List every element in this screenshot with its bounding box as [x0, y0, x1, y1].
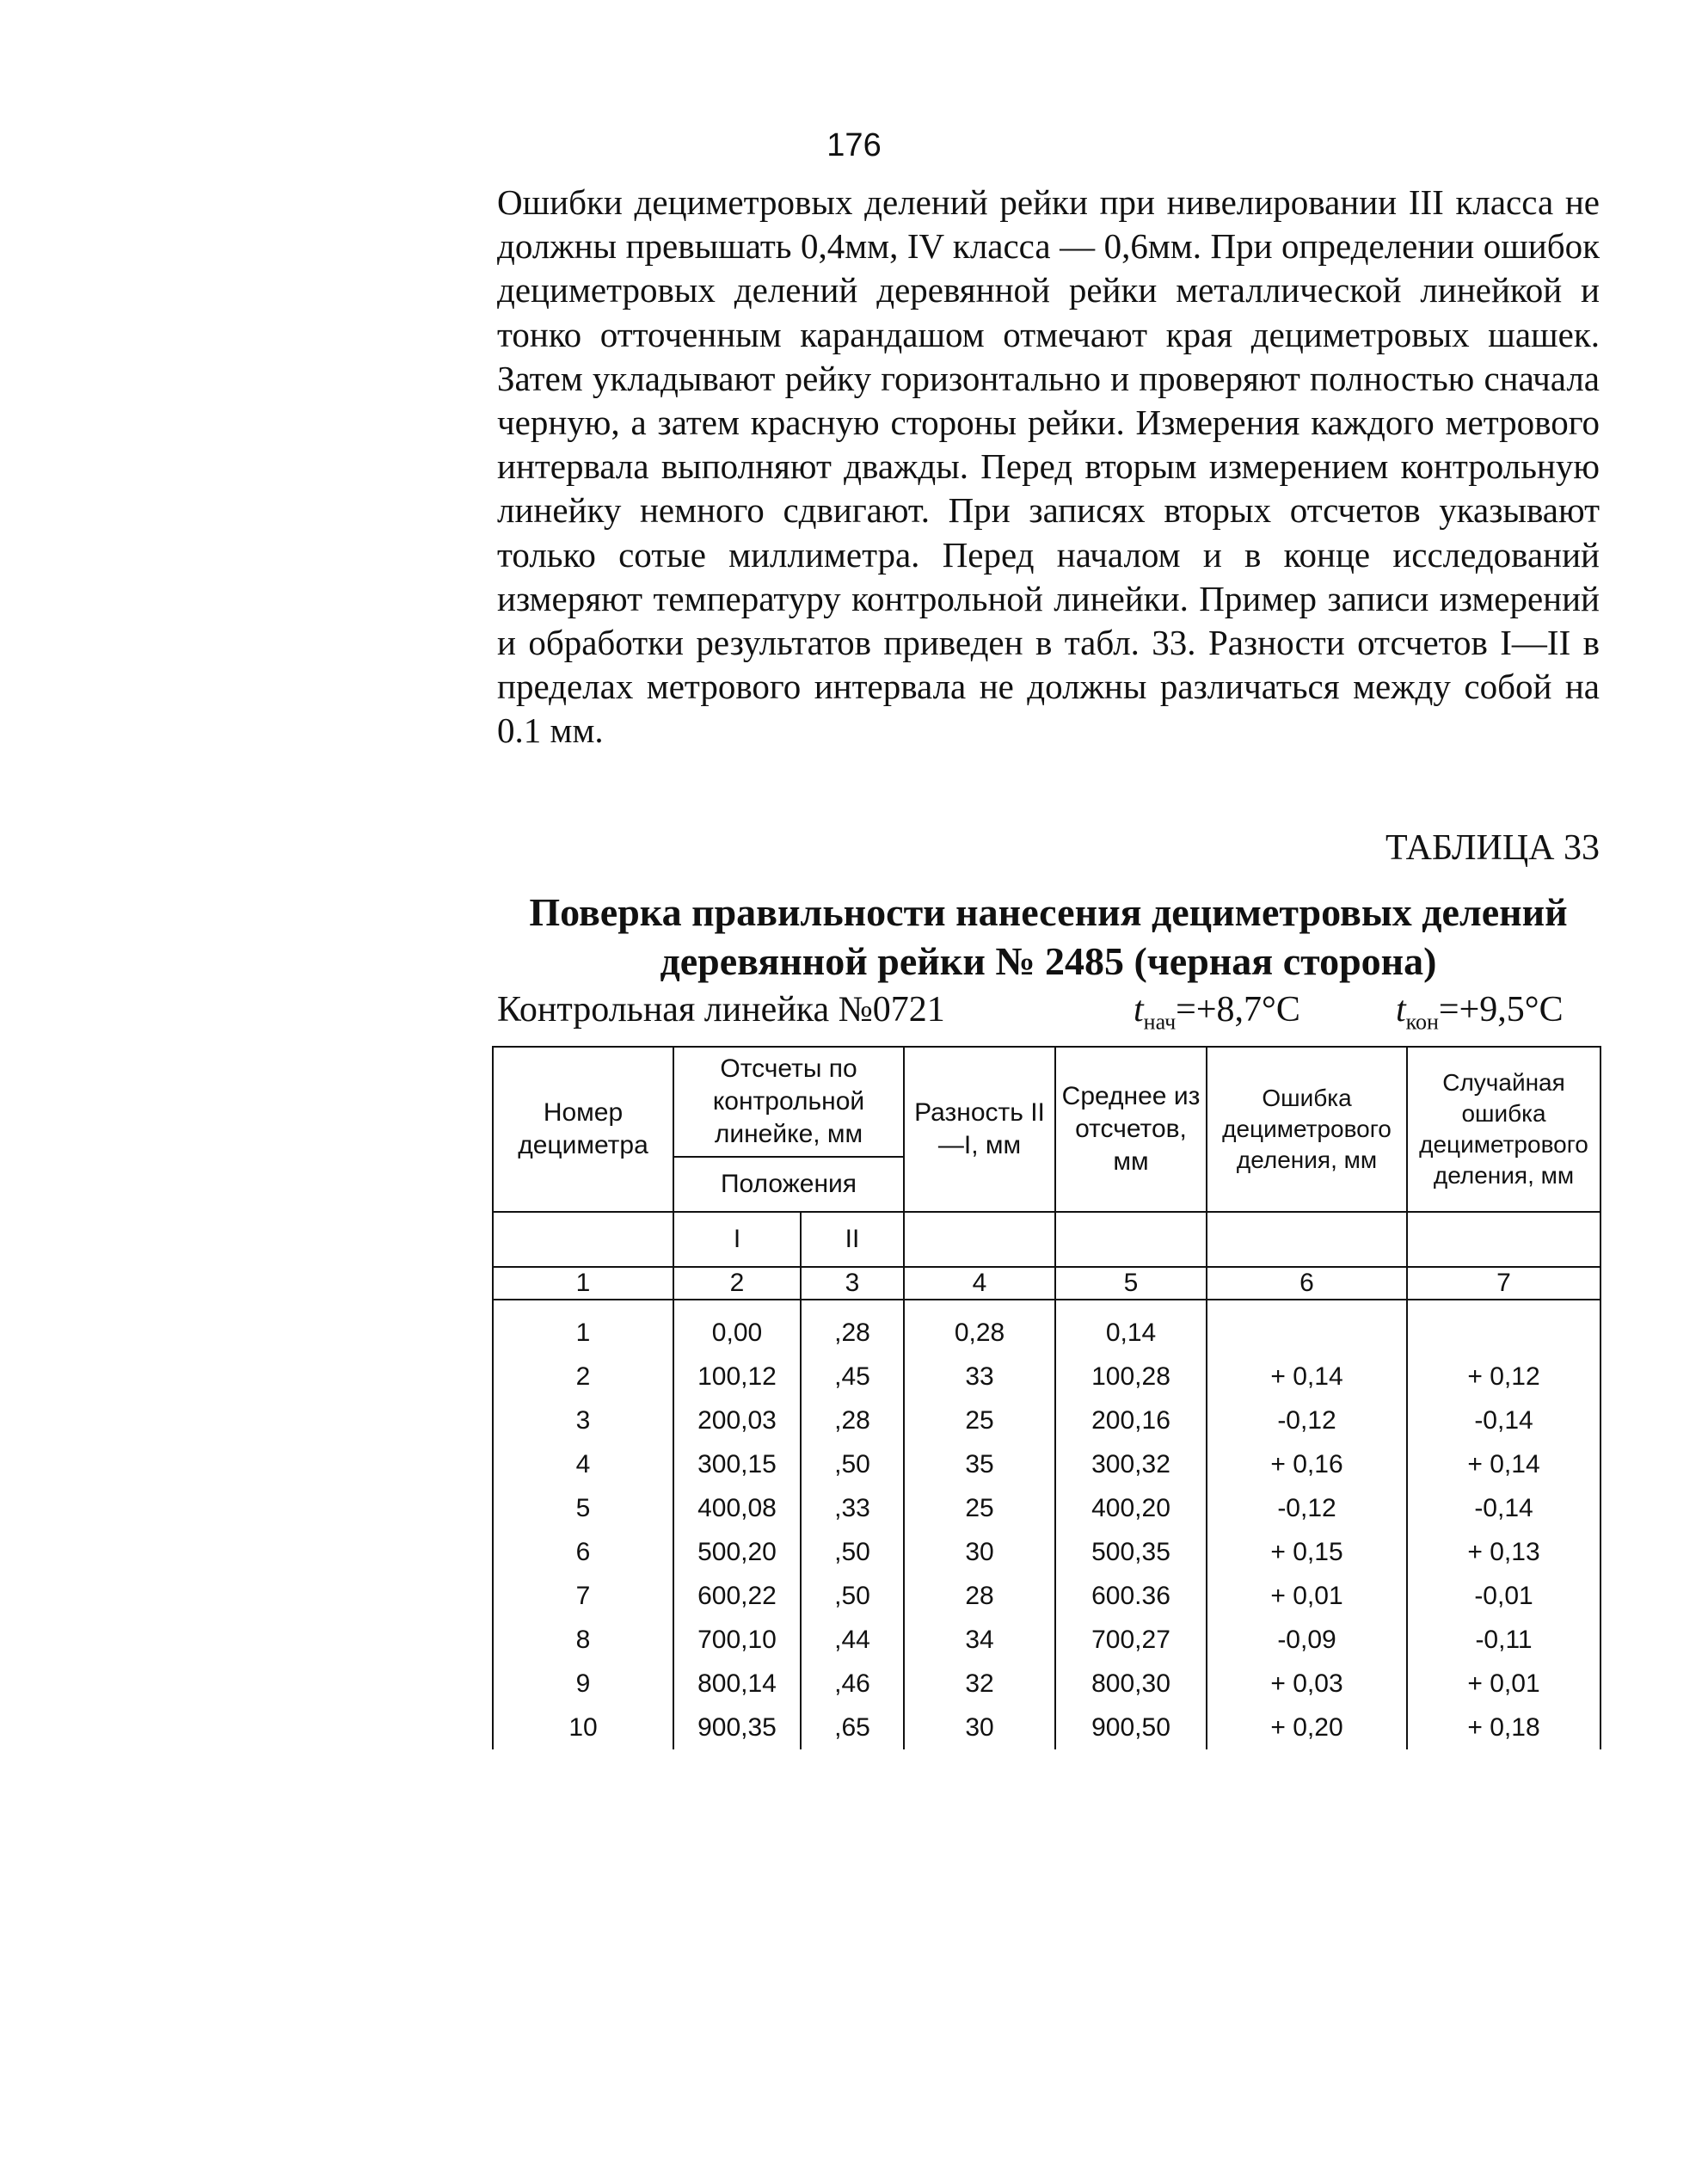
column-number: 2: [673, 1267, 801, 1300]
table-cell: 5: [493, 1486, 673, 1530]
table-cell: -0,12: [1207, 1486, 1407, 1530]
table-row: [493, 1662, 1600, 1706]
calibration-table: [492, 1046, 1601, 1749]
table-cell: 500,20: [673, 1530, 801, 1574]
table-cell: 9: [493, 1662, 673, 1706]
header-blank-4: [904, 1212, 1055, 1267]
table-cell: 0,14: [1055, 1311, 1207, 1355]
column-number: 5: [1055, 1267, 1207, 1300]
page-number: 176: [826, 127, 882, 163]
table-cell: 30: [904, 1706, 1055, 1749]
table-cell: -0,14: [1407, 1486, 1600, 1530]
table-cell: ,45: [801, 1355, 904, 1399]
table-cell: + 0,03: [1207, 1662, 1407, 1706]
table-cell: ,44: [801, 1618, 904, 1662]
column-number: 1: [493, 1267, 673, 1300]
table-cell: 200,03: [673, 1399, 801, 1442]
table-cell: + 0,18: [1407, 1706, 1600, 1749]
control-ruler-info: [497, 989, 1600, 1035]
table-cell: [1407, 1311, 1600, 1355]
table-cell: 33: [904, 1355, 1055, 1399]
header-readings: Отсчеты по контрольной линейке, мм: [673, 1047, 904, 1157]
t-end-subscript: кон: [1405, 1009, 1439, 1035]
table-row: [493, 1574, 1600, 1618]
table-cell: + 0,01: [1207, 1574, 1407, 1618]
table-cell: 600.36: [1055, 1574, 1207, 1618]
end-temperature: [1396, 989, 1564, 1035]
table-cell: 6: [493, 1530, 673, 1574]
header-decimeter-number: Номер дециметра: [493, 1047, 673, 1212]
table-cell: + 0,12: [1407, 1355, 1600, 1399]
header-blank-1: [493, 1212, 673, 1267]
table-cell: ,28: [801, 1311, 904, 1355]
table-cell: 800,14: [673, 1662, 801, 1706]
table-cell: 25: [904, 1399, 1055, 1442]
column-number: 7: [1407, 1267, 1600, 1300]
table-cell: 32: [904, 1662, 1055, 1706]
table-cell: 2: [493, 1355, 673, 1399]
table-cell: 700,27: [1055, 1618, 1207, 1662]
table-cell: 200,16: [1055, 1399, 1207, 1442]
header-mean: Среднее из отсчетов, мм: [1055, 1047, 1207, 1212]
table-title: [497, 888, 1600, 986]
table-row: [493, 1706, 1600, 1749]
header-random-error: Случайная ошибка дециметрового деления, мм: [1407, 1047, 1600, 1212]
table-row: [493, 1618, 1600, 1662]
table-cell: 0,00: [673, 1311, 801, 1355]
table-title-line-2: деревянной рейки № 2485 (черная сторона): [660, 939, 1437, 983]
table-data-rows: [493, 1311, 1600, 1749]
table-cell: -0,14: [1407, 1399, 1600, 1442]
header-position-ii: II: [801, 1212, 904, 1267]
table-row: [493, 1355, 1600, 1399]
table-cell: 700,10: [673, 1618, 801, 1662]
table-cell: 900,50: [1055, 1706, 1207, 1749]
table-cell: ,65: [801, 1706, 904, 1749]
header-error: Ошибка дециметрового деления, мм: [1207, 1047, 1407, 1212]
table-cell: + 0,14: [1407, 1442, 1600, 1486]
table-cell: 300,15: [673, 1442, 801, 1486]
table-row: [493, 1442, 1600, 1486]
table-cell: 8: [493, 1618, 673, 1662]
table-label: ТАБЛИЦА 33: [1385, 828, 1600, 868]
table-cell: 400,08: [673, 1486, 801, 1530]
table-cell: ,33: [801, 1486, 904, 1530]
table-cell: 800,30: [1055, 1662, 1207, 1706]
table-cell: 0,28: [904, 1311, 1055, 1355]
table-cell: + 0,15: [1207, 1530, 1407, 1574]
table-cell: ,50: [801, 1442, 904, 1486]
column-number: 3: [801, 1267, 904, 1300]
table-cell: 35: [904, 1442, 1055, 1486]
table-cell: -0,01: [1407, 1574, 1600, 1618]
column-number: 4: [904, 1267, 1055, 1300]
t-start-value: =+8,7°С: [1176, 990, 1300, 1030]
table-row: [493, 1486, 1600, 1530]
control-ruler-label: Контрольная линейка №0721: [497, 990, 945, 1030]
table-cell: 900,35: [673, 1706, 801, 1749]
table-cell: -0,12: [1207, 1399, 1407, 1442]
table-cell: 34: [904, 1618, 1055, 1662]
table-cell: + 0,14: [1207, 1355, 1407, 1399]
table-cell: 28: [904, 1574, 1055, 1618]
header-positions: Положения: [673, 1157, 904, 1212]
header-blank-7: [1407, 1212, 1600, 1267]
t-end-value: =+9,5°С: [1438, 990, 1564, 1030]
header-position-i: I: [673, 1212, 801, 1267]
table-row: [493, 1530, 1600, 1574]
table-cell: 25: [904, 1486, 1055, 1530]
table-cell: 100,12: [673, 1355, 801, 1399]
table-cell: + 0,16: [1207, 1442, 1407, 1486]
table-cell: 3: [493, 1399, 673, 1442]
table-cell: ,50: [801, 1574, 904, 1618]
table-cell: + 0,01: [1407, 1662, 1600, 1706]
table-cell: + 0,13: [1407, 1530, 1600, 1574]
table-cell: 4: [493, 1442, 673, 1486]
table-cell: 400,20: [1055, 1486, 1207, 1530]
t-start-symbol: t: [1134, 990, 1144, 1030]
table-cell: 10: [493, 1706, 673, 1749]
table-title-line-1: Поверка правильности нанесения дециметровых делений: [529, 890, 1568, 934]
header-blank-5: [1055, 1212, 1207, 1267]
column-number: 6: [1207, 1267, 1407, 1300]
start-temperature: [1134, 989, 1300, 1035]
table-cell: ,46: [801, 1662, 904, 1706]
table-cell: 600,22: [673, 1574, 801, 1618]
table-cell: ,28: [801, 1399, 904, 1442]
table-cell: 1: [493, 1311, 673, 1355]
t-start-subscript: нач: [1143, 1009, 1177, 1035]
table-cell: 100,28: [1055, 1355, 1207, 1399]
table-cell: 30: [904, 1530, 1055, 1574]
table-cell: ,50: [801, 1530, 904, 1574]
table-cell: -0,11: [1407, 1618, 1600, 1662]
table-row: [493, 1399, 1600, 1442]
table-cell: -0,09: [1207, 1618, 1407, 1662]
table-cell: 500,35: [1055, 1530, 1207, 1574]
body-paragraph: Ошибки дециметровых делений рейки при нивелировании III класса не должны превышать 0,4мм, IV класса — 0,6мм. При определении ошибок дециметровых делений деревянной рейки металлической линейкой и тонко отточенным карандашом отмечают края дециметровых шашек. Затем укладывают рейку горизонтально и проверяют полностью сначала черную, а затем красную стороны рейки. Измерения каждого метрового интервала выполняют дважды. Перед вторым измерением контрольную линейку немного сдвигают. При записях вторых отсчетов указывают только сотые миллиметра. Перед началом и в конце исследований измеряют температуру контрольной линейки. Пример записи измерений и обработки результатов приведен в табл. 33. Разности отсчетов I—II в пределах метрового интервала не должны различаться между собой на 0.1 мм.: [497, 182, 1600, 751]
header-difference: Разность II—I, мм: [904, 1047, 1055, 1212]
table-row: [493, 1311, 1600, 1355]
table-cell: + 0,20: [1207, 1706, 1407, 1749]
header-blank-6: [1207, 1212, 1407, 1267]
table-cell: 300,32: [1055, 1442, 1207, 1486]
table-cell: 7: [493, 1574, 673, 1618]
t-end-symbol: t: [1396, 990, 1406, 1030]
table-cell: [1207, 1311, 1407, 1355]
